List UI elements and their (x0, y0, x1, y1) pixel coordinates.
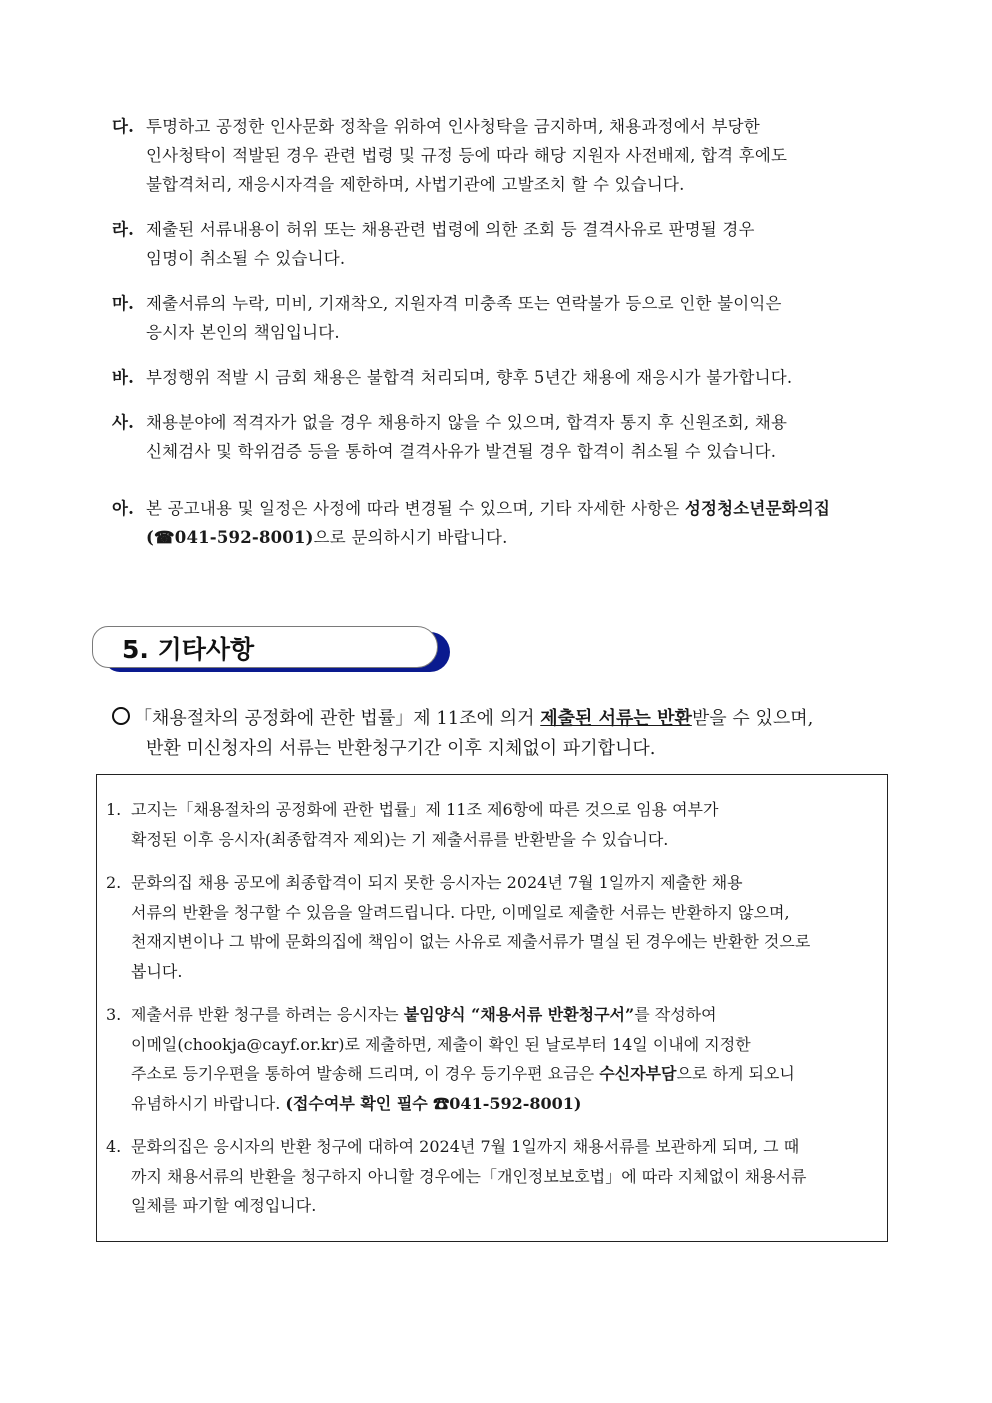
item-number: 4. (106, 1137, 122, 1156)
org-name: 성정청소년문화의집 (684, 499, 831, 518)
notice-item-sa (112, 408, 912, 466)
bullet-emphasis: 제출된 서류는 반환 (540, 708, 692, 729)
item-text-line (146, 494, 912, 523)
contact-phone: (☎041-592-8001) (146, 528, 314, 547)
item-text-line: 까지 채용서류의 반환을 청구하지 아니할 경우에는「개인정보보호법」에 따라 지체없이 채용서류 (131, 1166, 807, 1186)
item-text: 유념하시기 바랍니다. (131, 1093, 286, 1113)
item-text: 으로 하게 되오니 (676, 1064, 795, 1083)
item-marker: 바. (112, 368, 135, 387)
item-text-line: 인사청탁이 적발된 경우 관련 법령 및 규정 등에 따라 해당 지원자 사전배제, 합격 후에도 (146, 146, 788, 165)
item-marker: 다. (112, 117, 135, 136)
return-info-list (106, 795, 886, 1235)
item-text-line: 제출서류의 누락, 미비, 기재착오, 지원자격 미충족 또는 연락불가 등으로 인한 불이익은 (146, 294, 782, 313)
item-text: 제출서류 반환 청구를 하려는 응시자는 (131, 1005, 404, 1024)
item-text-line: 고지는「채용절차의 공정화에 관한 법률」제 11조 제6항에 따른 것으로 임용 여부가 (131, 800, 719, 819)
item-text-line (131, 1000, 886, 1030)
item-text-line: 천재지변이나 그 밖에 문화의집에 책임이 없는 사유로 제출서류가 멸실 된 경우에는 반환한 것으로 (131, 932, 811, 951)
item-text-line: 신체검사 및 학위검증 등을 통하여 결격사유가 발견될 경우 합격이 취소될 수 있습니다. (146, 442, 777, 461)
item-text-line: 이메일(chookja@cayf.or.kr)로 제출하면, 제출이 확인 된 날로부터 14일 이내에 지정한 (131, 1034, 751, 1054)
item-number: 2. (106, 873, 122, 892)
item-marker: 라. (112, 220, 135, 239)
section-title: 5. 기타사항 (122, 635, 255, 664)
item-number: 1. (106, 800, 122, 819)
item-text-line (131, 1089, 886, 1119)
bullet-text: 「채용절차의 공정화에 관한 법률」제 11조에 의거 (134, 708, 541, 729)
item-text-line: 응시자 본인의 책임입니다. (146, 323, 340, 342)
return-info-item (106, 1132, 886, 1221)
return-info-item (106, 795, 886, 854)
item-text: 를 작성하여 (634, 1005, 717, 1024)
item-text-line: 제출된 서류내용이 허위 또는 채용관련 법령에 의한 조회 등 결격사유로 판명될 경우 (146, 220, 755, 239)
notice-item-ba (112, 363, 912, 392)
notice-items (112, 112, 912, 568)
item-text-line: 봅니다. (131, 961, 183, 981)
item-marker: 사. (112, 413, 135, 432)
item-text-line: 투명하고 공정한 인사문화 정착을 위하여 인사청탁을 금지하며, 채용과정에서 부당한 (146, 117, 760, 136)
item-text-line (146, 523, 912, 552)
item-text: 주소로 등기우편을 통하여 발송해 드리며, 이 경우 등기우편 요금은 (131, 1064, 600, 1083)
return-info-box (96, 774, 888, 1242)
item-text-line: 문화의집 채용 공모에 최종합격이 되지 못한 응시자는 2024년 7월 1일까지 제출한 채용 (131, 873, 743, 892)
form-name: 붙임양식 “채용서류 반환청구서” (403, 1005, 635, 1024)
item-text-line: 일체를 파기할 예정입니다. (131, 1196, 317, 1215)
fee-note: 수신자부담 (599, 1064, 677, 1083)
bullet-line: 반환 미신청자의 서류는 반환청구기간 이후 지체없이 파기합니다. (146, 738, 656, 759)
item-number: 3. (106, 1005, 122, 1024)
item-marker: 아. (112, 499, 135, 518)
item-text-line: 채용분야에 적격자가 없을 경우 채용하지 않을 수 있으며, 합격자 통지 후 신원조회, 채용 (146, 413, 788, 432)
notice-item-ma (112, 289, 912, 347)
return-info-item (106, 1000, 886, 1118)
notice-item-da (112, 112, 912, 199)
bullet-text: 받을 수 있으며, (691, 708, 814, 729)
item-marker: 마. (112, 294, 135, 313)
notice-item-ra (112, 215, 912, 273)
contact-phone: (접수여부 확인 필수 ☎041-592-8001) (285, 1093, 582, 1113)
item-text-line: 서류의 반환을 청구할 수 있음을 알려드립니다. 다만, 이메일로 제출한 서류는 반환하지 않으며, (131, 902, 790, 922)
item-text-line: 불합격처리, 재응시자격을 제한하며, 사법기관에 고발조치 할 수 있습니다. (146, 175, 685, 194)
circle-bullet-icon (112, 707, 130, 725)
notice-item-ah (112, 494, 912, 552)
return-notice-bullet (112, 704, 912, 764)
item-text: 본 공고내용 및 일정은 사정에 따라 변경될 수 있으며, 기타 자세한 사항은 (146, 499, 685, 518)
item-text-line (131, 1059, 886, 1089)
item-text-line: 확정된 이후 응시자(최종합격자 제외)는 기 제출서류를 반환받을 수 있습니다. (131, 829, 669, 849)
item-text-line: 부정행위 적발 시 금회 채용은 불합격 처리되며, 향후 5년간 채용에 재응시가 불가합니다. (146, 368, 793, 387)
bullet-line (112, 704, 912, 734)
section-header (92, 626, 452, 676)
item-text-line: 임명이 취소될 수 있습니다. (146, 249, 346, 268)
item-text: 으로 문의하시기 바랍니다. (313, 528, 508, 547)
item-text-line: 문화의집은 응시자의 반환 청구에 대하여 2024년 7월 1일까지 채용서류를 보관하게 되며, 그 때 (131, 1137, 800, 1156)
return-info-item (106, 868, 886, 986)
